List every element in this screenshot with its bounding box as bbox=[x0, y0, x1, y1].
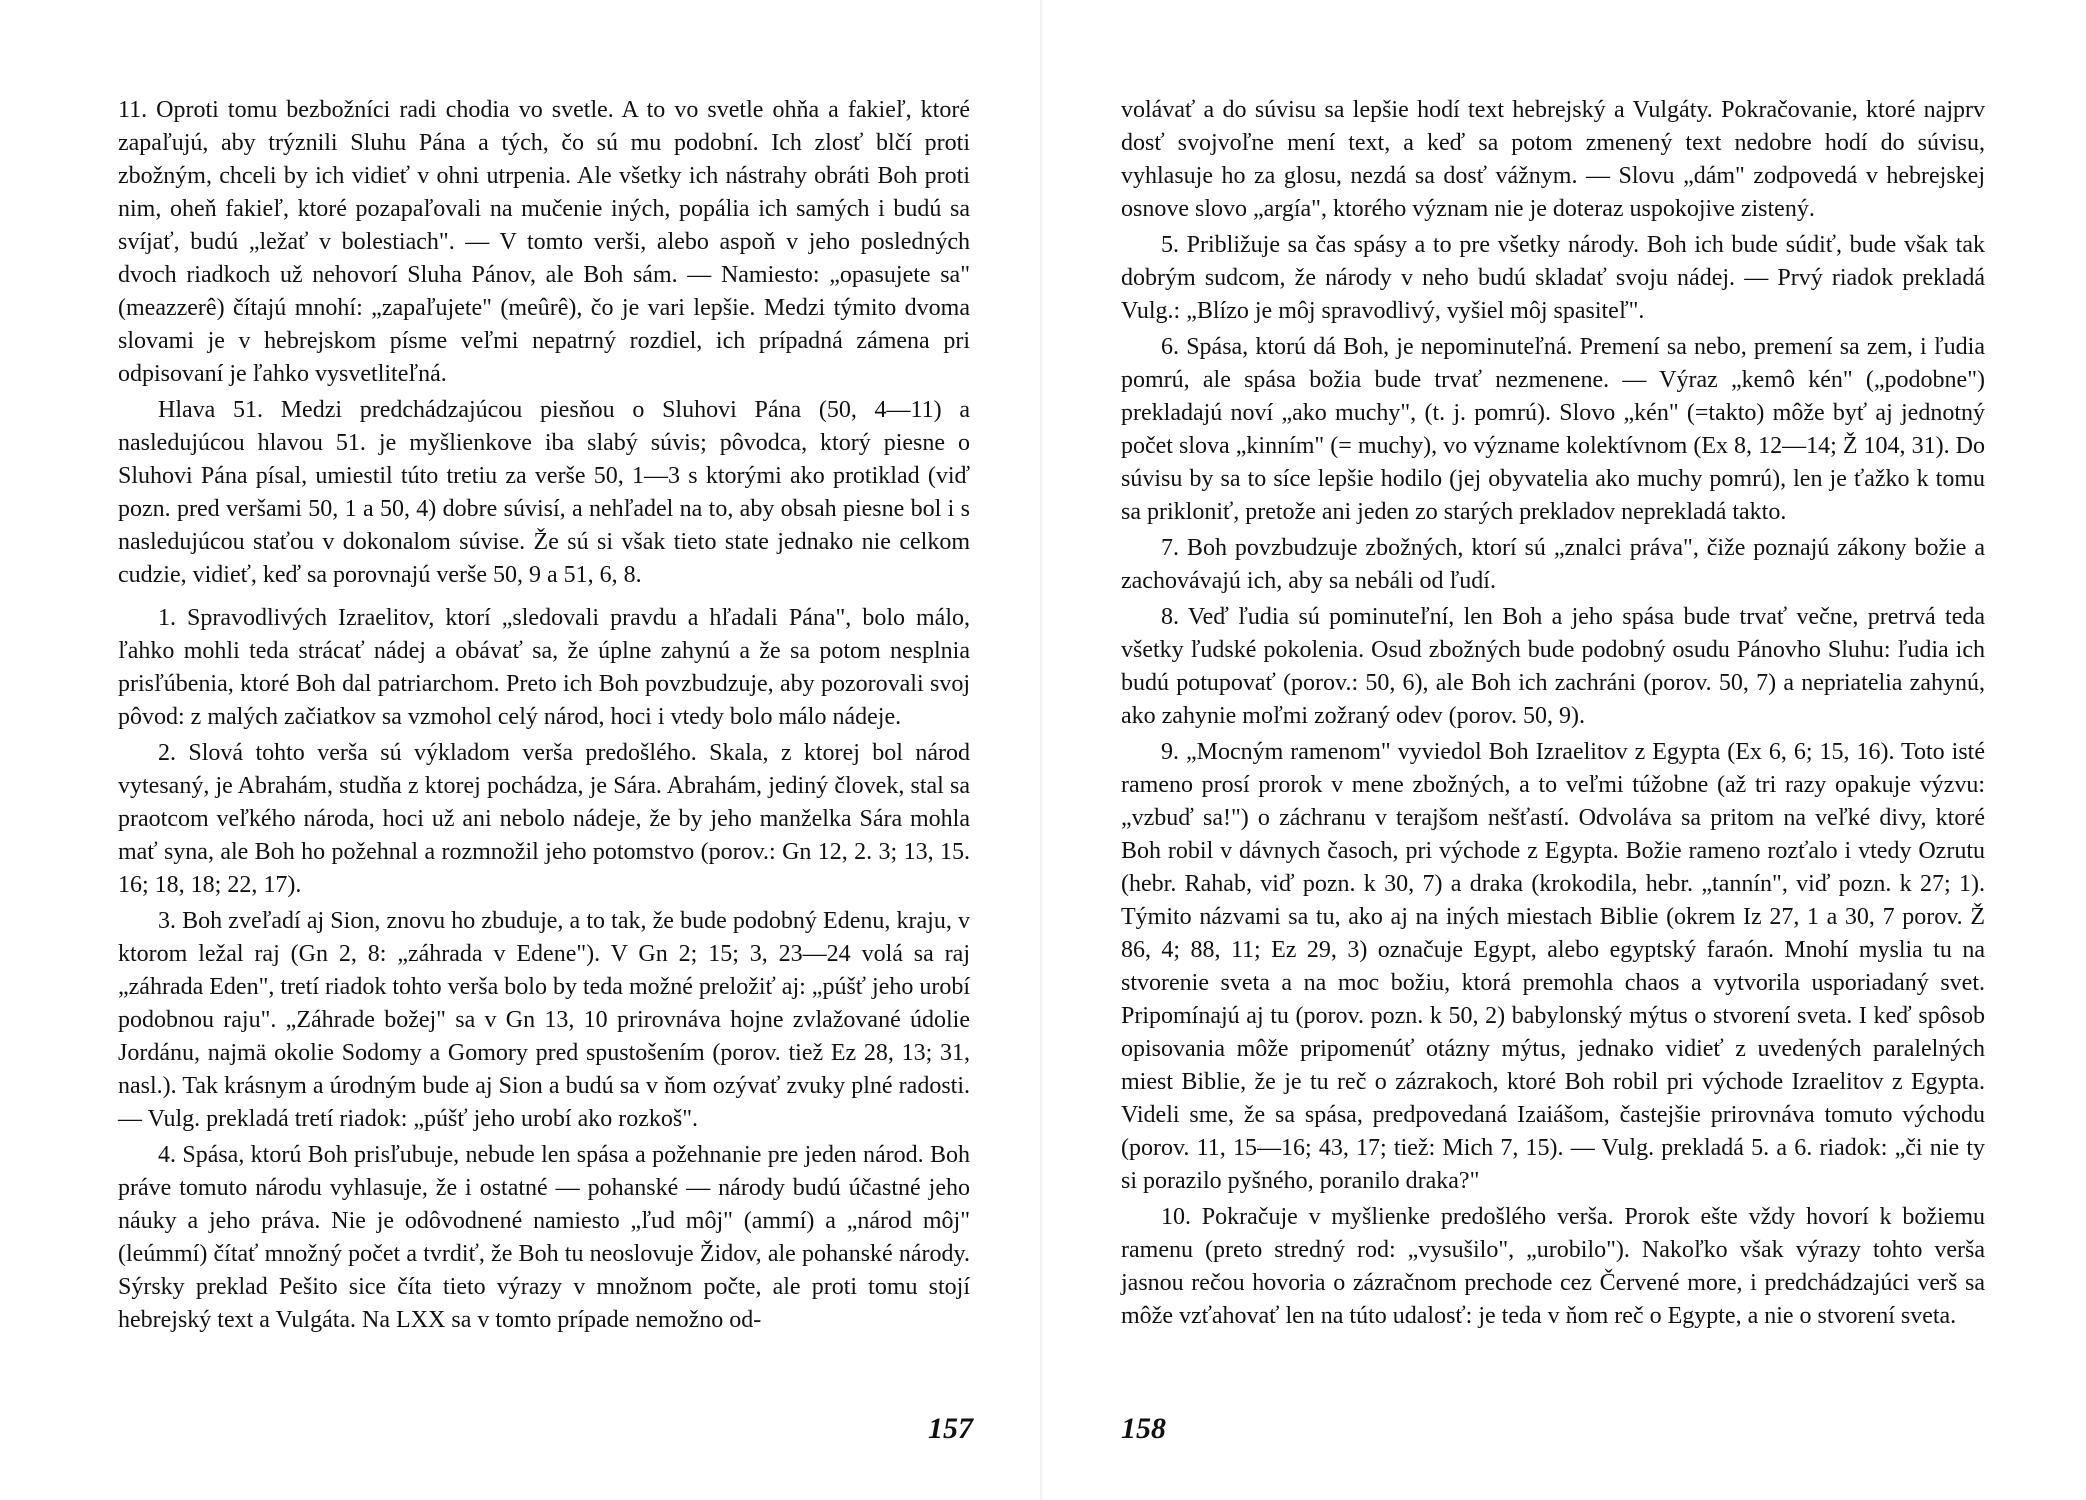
book-gutter bbox=[1040, 0, 1042, 1500]
left-text-column bbox=[118, 94, 970, 1340]
paragraph-verse-9: 9. „Mocným ramenom" vyviedol Boh Izraelitov z Egypta (Ex 6, 6; 15, 16). Toto isté rameno prosí prorok v mene zbožných, a to veľmi túžobne (až tri razy opakuje výzvu: „vzbuď sa!") o záchranu v terajšom nešťastí. Odvoláva sa pritom na veľké divy, ktoré Boh robil v dávnych časoch, pri východe z Egypta. Božie rameno rozťalo i vtedy Ozrutu (hebr. Rahab, viď pozn. k 30, 7) a draka (krokodila, hebr. „tannín", viď pozn. k 27; 1). Týmito názvami sa tu, ako aj na iných miestach Biblie (okrem Iz 27, 1 a 30, 7 porov. Ž 86, 4; 88, 11; Ez 29, 3) označuje Egypt, alebo egyptský faraón. Mnohí myslia tu na stvorenie sveta a na moc božiu, ktorá premohla chaos a vytvorila usporiadaný svet. Pripomínajú aj tu (porov. pozn. k 50, 2) babylonský mýtus o stvorení sveta. I keď spôsob opisovania môže pripomenúť otázny mýtus, jednako vidieť z uvedených paralelných miest Biblie, že je tu reč o zázrakoch, ktoré Boh robil pri východe Izraelitov z Egypta. Videli sme, že sa spása, predpovedaná Izaiášom, častejšie prirovnáva tomuto východu (porov. 11, 15—16; 43, 17; tiež: Mich 7, 15). — Vulg. prekladá 5. a 6. riadok: „či nie ty si porazilo pyšného, poranilo draka?" bbox=[1121, 739, 1985, 1194]
page-number-right: 158 bbox=[1121, 1412, 1166, 1445]
paragraph-verse-8: 8. Veď ľudia sú pominuteľní, len Boh a jeho spása bude trvať večne, pretrvá teda všetky ľudské pokolenia. Osud zbožných bude podobný osudu Pánovho Sluhu: ľudia ich budú potupovať (porov.: 50, 6), ale Boh ich zachráni (porov. 50, 7) a nepriatelia zahynú, ako zahynie moľmi zožraný odev (porov. 50, 9). bbox=[1121, 604, 1985, 729]
right-text-column bbox=[1121, 94, 1985, 1336]
paragraph-verse-7: 7. Boh povzbudzuje zbožných, ktorí sú „znalci práva", čiže poznajú zákony božie a zachovávajú ich, aby sa nebáli od ľudí. bbox=[1121, 535, 1985, 594]
paragraph-verse-2: 2. Slová tohto verša sú výkladom verša predošlého. Skala, z ktorej bol národ vytesaný, je Abrahám, studňa z ktorej pochádza, je Sára. Abrahám, jediný človek, stal sa praotcom veľkého národa, hoci už ani nebolo nádeje, že by jeho manželka Sára mohla mať syna, ale Boh ho požehnal a rozmnožil jeho potomstvo (porov.: Gn 12, 2. 3; 13, 15. 16; 18, 18; 22, 17). bbox=[118, 740, 970, 898]
paragraph-verse-6: 6. Spása, ktorú dá Boh, je nepominuteľná. Premení sa nebo, premení sa zem, i ľudia pomrú, ale spása božia bude trvať nezmenene. — Výraz „kemô kén" („podobne") prekladajú noví „ako muchy", (t. j. pomrú). Slovo „kén" (=takto) môže byť aj jednotný počet slova „kinním" (= muchy), vo význame kolektívnom (Ex 8, 12—14; Ž 104, 31). Do súvisu by sa to síce lepšie hodilo (jej obyvatelia ako muchy pomrú), len je ťažko k tomu sa prikloniť, pretože ani jeden zo starých prekladov neprekladá takto. bbox=[1121, 334, 1985, 525]
paragraph-verse-11: 11. Oproti tomu bezbožníci radi chodia vo svetle. A to vo svetle ohňa a fakieľ, ktoré zapaľujú, aby trýznili Sluhu Pána a tých, čo sú mu podobní. Ich zlosť blčí proti zbožným, chceli by ich vidieť v ohni utrpenia. Ale všetky ich nástrahy obráti Boh proti nim, oheň fakieľ, ktoré pozapaľovali na mučenie iných, popália ich samých i budú sa svíjať, budú „ležať v bolestiach". — V tomto verši, alebo aspoň v jeho posledných dvoch riadkoch už nehovorí Sluha Pánov, ale Boh sám. — Namiesto: „opasujete sa" (meazzerê) čítajú mnohí: „zapaľujete" (meûrê), čo je vari lepšie. Medzi týmito dvoma slovami je v hebrejskom písme veľmi nepatrný rozdiel, ich prípadná zámena pri odpisovaní je ľahko vysvetliteľná. bbox=[118, 97, 970, 387]
paragraph-continuation: volávať a do súvisu sa lepšie hodí text hebrejský a Vulgáty. Pokračovanie, ktoré najprv dosť svojvoľne mení text, a keď sa potom zmenený text nedobre hodí do súvisu, vyhlasuje ho za glosu, nezdá sa dosť vážnym. — Slovu „dám" zodpovedá v hebrejskej osnove slovo „argía", ktorého význam nie je doteraz uspokojive zistený. bbox=[1121, 97, 1985, 222]
right-page bbox=[1043, 0, 2086, 1500]
paragraph-verse-10: 10. Pokračuje v myšlienke predošlého verša. Prorok ešte vždy hovorí k božiemu ramenu (preto stredný rod: „vysušilo", „urobilo"). Nakoľko však výrazy tohto verša jasnou rečou hovoria o zázračnom prechode cez Červené more, i predchádzajúci verš sa môže vzťahovať len na túto udalosť: je teda v ňom reč o Egypte, a nie o stvorení sveta. bbox=[1121, 1204, 1985, 1329]
paragraph-verse-5: 5. Približuje sa čas spásy a to pre všetky národy. Boh ich bude súdiť, bude však tak dobrým sudcom, že národy v neho budú skladať svoju nádej. — Prvý riadok prekladá Vulg.: „Blízo je môj spravodlivý, vyšiel môj spasiteľ". bbox=[1121, 232, 1985, 324]
paragraph-chapter-51-intro: Hlava 51. Medzi predchádzajúcou piesňou o Sluhovi Pána (50, 4—11) a nasledujúcou hlavou 51. je myšlienkove iba slabý súvis; pôvodca, ktorý piesne o Sluhovi Pána písal, umiestil túto tretiu za verše 50, 1—3 s ktorými ako protiklad (viď pozn. pred veršami 50, 1 a 50, 4) dobre súvisí, a nehľadel na to, aby obsah piesne bol i s nasledujúcou staťou v dokonalom súvise. Že sú si však tieto state jednako nie celkom cudzie, vidieť, keď sa porovnajú verše 50, 9 a 51, 6, 8. bbox=[118, 397, 970, 588]
paragraph-verse-3: 3. Boh zveľadí aj Sion, znovu ho zbuduje, a to tak, že bude podobný Edenu, kraju, v ktorom ležal raj (Gn 2, 8: „záhrada v Edene"). V Gn 2; 15; 3, 23—24 volá sa raj „záhrada Eden", tretí riadok tohto verša bolo by teda možné preložiť aj: „púšť jeho urobí podobnou raju". „Záhrade božej" sa v Gn 13, 10 prirovnáva hojne zvlažované údolie Jordánu, najmä okolie Sodomy a Gomory pred spustošením (porov. tiež Ez 28, 13; 31, nasl.). Tak krásnym a úrodným bude aj Sion a budú sa v ňom ozývať zvuky plné radosti. — Vulg. prekladá tretí riadok: „púšť jeho urobí ako rozkoš". bbox=[118, 908, 971, 1132]
paragraph-verse-4: 4. Spása, ktorú Boh prisľubuje, nebude len spása a požehnanie pre jeden národ. Boh práve tomuto národu vyhlasuje, že i ostatné — pohanské — národy budú účastné jeho náuky a jeho práva. Nie je odôvodnené namiesto „ľud môj" (ammí) a „národ môj" (leúmmí) čítať množný počet a tvrdiť, že Boh tu neoslovuje Židov, ale pohanské národy. Sýrsky preklad Pešito sice číta tieto výrazy v množnom počte, ale proti tomu stojí hebrejský text a Vulgáta. Na LXX sa v tomto prípade nemožno od- bbox=[118, 1142, 970, 1333]
page-number-left: 157 bbox=[928, 1412, 973, 1445]
paragraph-verse-1: 1. Spravodlivých Izraelitov, ktorí „sledovali pravdu a hľadali Pána", bolo málo, ľahko mohli teda strácať nádej a obávať sa, že úplne zahynú a že sa potom nesplnia prisľúbenia, ktoré Boh dal patriarchom. Preto ich Boh povzbudzuje, aby pozorovali svoj pôvod: z malých začiatkov sa vzmohol celý národ, hoci i vtedy bolo málo nádeje. bbox=[118, 605, 970, 730]
